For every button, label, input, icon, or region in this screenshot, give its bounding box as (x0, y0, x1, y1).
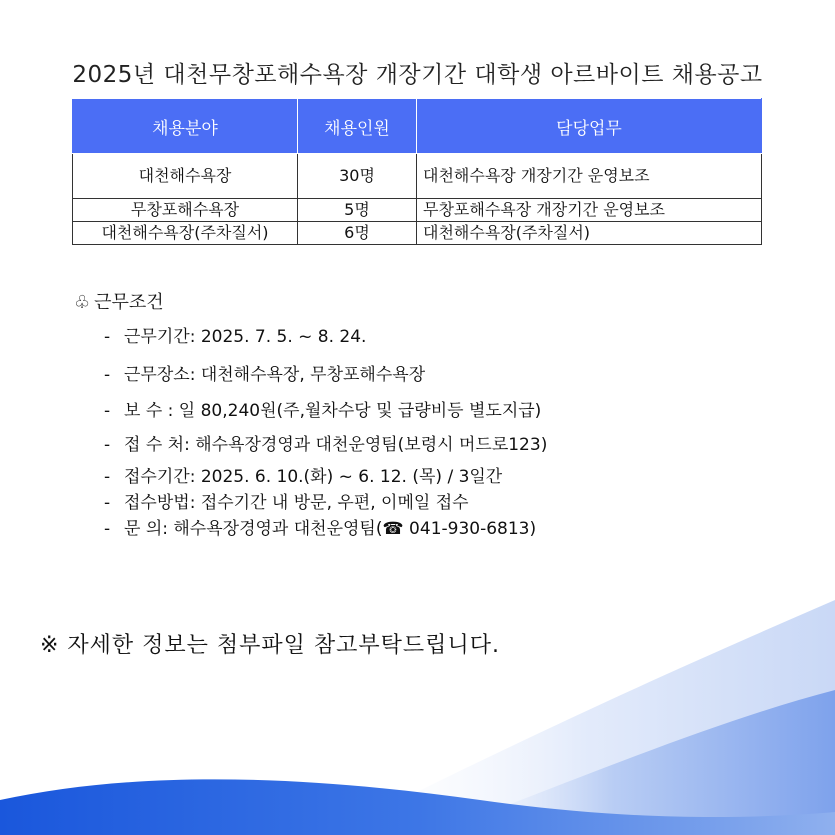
cell-headcount: 30명 (298, 154, 417, 199)
table-row (73, 222, 762, 245)
condition-text: 접수방법: 접수기간 내 방문, 우편, 이메일 접수 (124, 493, 469, 513)
cell-duty: 대천해수욕장(주차질서) (417, 222, 762, 245)
condition-text: 보 수 : 일 80,240원(주,월차수당 및 급량비등 별도지급) (124, 401, 542, 421)
condition-text: 근무기간: 2025. 7. 5. ~ 8. 24. (124, 327, 367, 347)
list-item: - 근무기간: 2025. 7. 5. ~ 8. 24. (104, 327, 367, 347)
conditions-heading (74, 288, 164, 314)
condition-text: 문 의: 해수욕장경영과 대천운영팀(☎ 041-930-6813) (124, 519, 537, 539)
table-row (73, 199, 762, 222)
list-item: - 문 의: 해수욕장경영과 대천운영팀(☎ 041-930-6813) (104, 519, 537, 539)
page-title: 2025년 대천무창포해수욕장 개장기간 대학생 아르바이트 채용공고 (72, 62, 763, 88)
condition-text: 접수기간: 2025. 6. 10.(화) ~ 6. 12. (목) / 3일간 (124, 467, 503, 487)
cell-duty: 대천해수욕장 개장기간 운영보조 (417, 154, 762, 199)
header-field: 채용분야 (73, 99, 298, 154)
list-item: - 보 수 : 일 80,240원(주,월차수당 및 급량비등 별도지급) (104, 401, 542, 421)
cell-duty: 무창포해수욕장 개장기간 운영보조 (417, 199, 762, 222)
recruitment-table (72, 98, 762, 245)
header-duty: 담당업무 (417, 99, 762, 154)
condition-text: 접 수 처: 해수욕장경영과 대천운영팀(보령시 머드로123) (124, 435, 548, 455)
cell-headcount: 6명 (298, 222, 417, 245)
list-item: - 접수기간: 2025. 6. 10.(화) ~ 6. 12. (목) / 3일간 (104, 467, 503, 487)
cell-field: 대천해수욕장(주차질서) (73, 222, 298, 245)
header-headcount: 채용인원 (298, 99, 417, 154)
list-item: - 근무장소: 대천해수욕장, 무창포해수욕장 (104, 365, 426, 385)
list-item: - 접 수 처: 해수욕장경영과 대천운영팀(보령시 머드로123) (104, 435, 548, 455)
club-suit-icon: ♧ (74, 292, 91, 313)
cell-field: 대천해수욕장 (73, 154, 298, 199)
cell-headcount: 5명 (298, 199, 417, 222)
attachment-notice: ※ 자세한 정보는 첨부파일 참고부탁드립니다. (40, 633, 500, 658)
list-item: - 접수방법: 접수기간 내 방문, 우편, 이메일 접수 (104, 493, 469, 513)
table-header-row (73, 99, 762, 154)
conditions-heading-label: 근무조건 (94, 292, 164, 313)
cell-field: 무창포해수욕장 (73, 199, 298, 222)
condition-text: 근무장소: 대천해수욕장, 무창포해수욕장 (124, 365, 426, 385)
table-row (73, 154, 762, 199)
